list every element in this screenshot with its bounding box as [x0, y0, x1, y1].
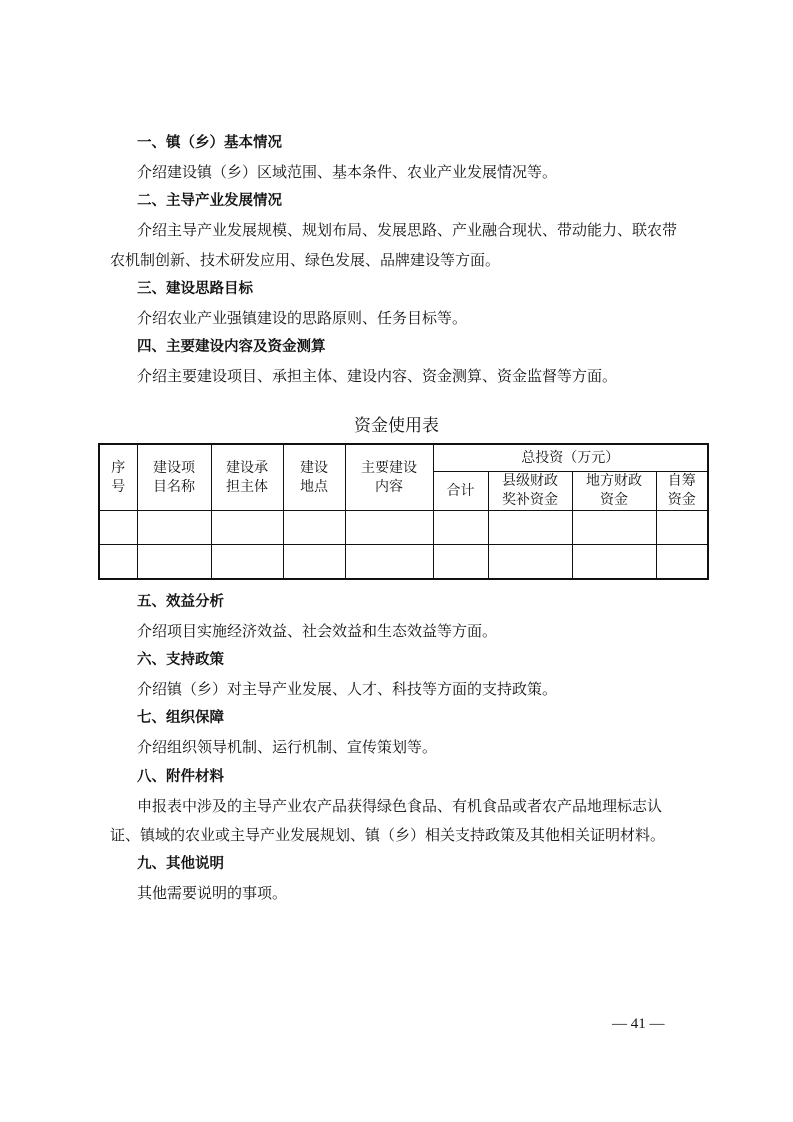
header-local-funds: 地方财政 资金	[572, 472, 656, 511]
fund-table-title: 资金使用表	[354, 416, 439, 436]
section-body-3: 介绍农业产业强镇建设的思路原则、任务目标等。	[137, 309, 468, 327]
table-cell	[345, 511, 433, 545]
section-body-4: 介绍主要建设项目、承担主体、建设内容、资金测算、资金监督等方面。	[137, 367, 618, 385]
header-content: 主要建设 内容	[345, 444, 433, 511]
section-heading-6: 六、支持政策	[137, 652, 224, 668]
table-cell	[488, 545, 572, 580]
table-cell	[137, 545, 211, 580]
section-heading-5: 五、效益分析	[137, 594, 224, 610]
table-cell	[211, 511, 283, 545]
table-cell	[99, 511, 137, 545]
fund-table	[98, 443, 709, 580]
table-cell	[572, 545, 656, 580]
section-body-6: 介绍镇（乡）对主导产业发展、人才、科技等方面的支持政策。	[137, 680, 558, 698]
table-cell	[572, 511, 656, 545]
header-entity: 建设承 担主体	[211, 444, 283, 511]
table-cell	[283, 545, 345, 580]
section-body-2-line-1: 介绍主导产业发展规模、规划布局、发展思路、产业融合现状、带动能力、联农带	[137, 221, 678, 239]
table-cell	[137, 511, 211, 545]
section-heading-1: 一、镇（乡）基本情况	[137, 135, 282, 151]
section-heading-3: 三、建设思路目标	[137, 281, 253, 297]
section-heading-2: 二、主导产业发展情况	[137, 193, 282, 209]
header-seq: 序 号	[99, 444, 137, 511]
header-location: 建设 地点	[283, 444, 345, 511]
table-cell	[656, 545, 708, 580]
section-heading-7: 七、组织保障	[137, 710, 224, 726]
section-heading-9: 九、其他说明	[137, 856, 224, 872]
table-cell	[656, 511, 708, 545]
header-project-name: 建设项 目名称	[137, 444, 211, 511]
section-body-1: 介绍建设镇（乡）区域范围、基本条件、农业产业发展情况等。	[137, 163, 558, 181]
section-body-2-line-2: 农机制创新、技术研发应用、绿色发展、品牌建设等方面。	[110, 251, 501, 269]
section-heading-4: 四、主要建设内容及资金测算	[137, 339, 326, 355]
section-body-9: 其他需要说明的事项。	[137, 884, 288, 902]
table-cell	[433, 545, 488, 580]
table-cell	[99, 545, 137, 580]
table-row	[99, 545, 708, 580]
page-number: — 41 —	[612, 1016, 665, 1032]
table-cell	[488, 511, 572, 545]
header-sum: 合计	[433, 472, 488, 511]
table-cell	[433, 511, 488, 545]
section-body-5: 介绍项目实施经济效益、社会效益和生态效益等方面。	[137, 622, 498, 640]
header-self-funds: 自筹 资金	[656, 472, 708, 511]
section-heading-8: 八、附件材料	[137, 769, 224, 785]
section-body-8-line-1: 申报表中涉及的主导产业农产品获得绿色食品、有机食品或者农产品地理标志认	[137, 797, 663, 815]
table-cell	[211, 545, 283, 580]
section-body-8-line-2: 证、镇域的农业或主导产业发展规划、镇（乡）相关支持政策及其他相关证明材料。	[110, 826, 666, 844]
header-county-funds: 县级财政 奖补资金	[488, 472, 572, 511]
table-row	[99, 511, 708, 545]
section-body-7: 介绍组织领导机制、运行机制、宣传策划等。	[137, 738, 438, 756]
header-total-investment: 总投资（万元）	[433, 444, 708, 472]
table-cell	[345, 545, 433, 580]
table-cell	[283, 511, 345, 545]
